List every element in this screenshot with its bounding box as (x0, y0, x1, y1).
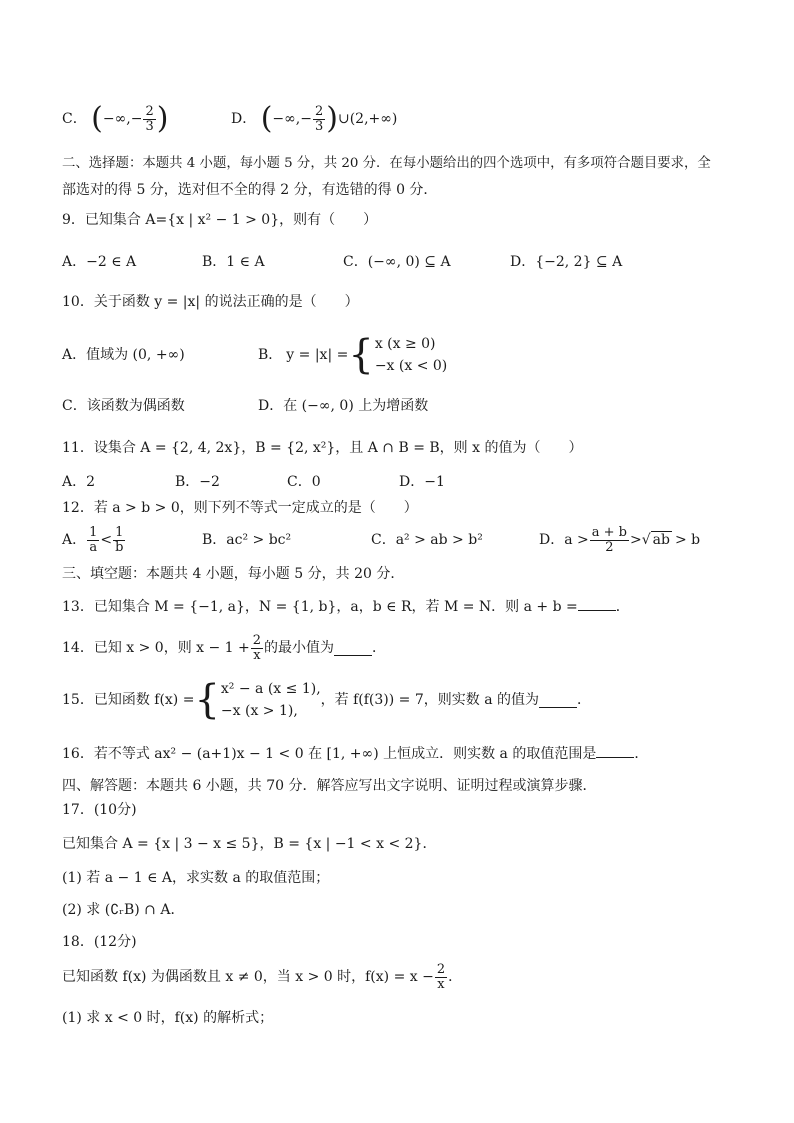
q8-option-c: C． (−∞,− $\frac{2}{3}$ ) (62, 101, 169, 136)
q17-part1: (1) 若 a − 1 ∈ A，求实数 a 的取值范围； (62, 870, 330, 886)
q17-part2: (2) 求 (∁ᵣB) ∩ A． (62, 902, 185, 918)
q11-stem: 11．设集合 A = {2, 4, 2x}，B = {2, x²}，且 A ∩ B = B，则 x 的值为（ ） (62, 440, 583, 456)
q18-part1: (1) 求 x < 0 时，f(x) 的解析式； (62, 1010, 274, 1026)
q16: 16．若不等式 ax² − (a+1)x − 1 < 0 在 [1, +∞) 上恒成立．则实数 a 的取值范围是 ． (62, 743, 648, 764)
q9-option-c: C．(−∞, 0) ⊆ A (343, 254, 451, 270)
q9-stem: 9．已知集合 A={x | x² − 1 > 0}，则有（ ） (62, 212, 378, 228)
section4-heading: 四、解答题：本题共 6 小题，共 70 分．解答应写出文字说明、证明过程或演算步骤． (62, 778, 597, 794)
q9-option-d: D．{−2, 2} ⊆ A (510, 254, 623, 270)
q13: 13．已知集合 M = {−1, a}，N = {1, b}，a，b ∈ R，若 M = N．则 a + b = ． (62, 596, 630, 617)
q14: 14．已知 x > 0，则 x − 1 + $\frac{2}{x}$ 的最小值为 ． (62, 632, 387, 663)
q15: 15．已知函数 f(x) = { x² − a (x ≤ 1), −x (x > 1), ，若 f(f(3)) = 7，则实数 a 的值为 ． (62, 677, 592, 723)
answer-blank (539, 693, 577, 708)
q10-option-b: B． y = |x| = { x (x ≥ 0) −x (x < 0) (258, 332, 448, 378)
section3-heading: 三、填空题：本题共 4 小题，每小题 5 分，共 20 分． (62, 566, 405, 582)
q17-heading: 17．(10分) (62, 802, 137, 818)
answer-blank (578, 596, 616, 611)
section2-line1: 二、选择题：本题共 4 小题，每小题 5 分，共 20 分．在每小题给出的四个选项中，有多项符合题目要求，全 (62, 156, 711, 171)
q11-option-a: A．2 (62, 474, 96, 490)
q11-option-d: D．−1 (399, 474, 445, 490)
answer-blank (334, 641, 372, 656)
section2-line2: 部选对的得 5 分，选对但不全的得 2 分，有选错的得 0 分． (62, 182, 438, 198)
q12-option-b: B．ac² > bc² (202, 532, 292, 548)
q17-stem: 已知集合 A = {x | 3 − x ≤ 5}，B = {x | −1 < x < 2}． (62, 836, 437, 852)
q18-heading: 18．(12分) (62, 934, 137, 950)
q10-stem: 10．关于函数 y = |x| 的说法正确的是（ ） (62, 294, 359, 310)
q12-stem: 12．若 a > b > 0，则下列不等式一定成立的是（ ） (62, 500, 418, 516)
q9-option-a: A．−2 ∈ A (62, 254, 137, 270)
q10-option-a: A．值域为 (0, +∞) (62, 347, 185, 363)
q12-option-d: D．a > $\frac{a + b}{2}$ > √ ab > b (539, 524, 701, 555)
q9-option-b: B．1 ∈ A (202, 254, 265, 270)
q11-option-b: B．−2 (175, 474, 220, 490)
q18-stem: 已知函数 f(x) 为偶函数且 x ≠ 0，当 x > 0 时，f(x) = x − $\frac{2}{x}$ ． (62, 961, 463, 992)
q8-option-d: D． (−∞,− $\frac{2}{3}$ )∪(2,+∞) (231, 101, 398, 136)
answer-blank (596, 743, 634, 758)
q10-option-d: D．在 (−∞, 0) 上为增函数 (258, 398, 429, 414)
q11-option-c: C．0 (287, 474, 321, 490)
q10-option-c: C．该函数为偶函数 (62, 398, 185, 414)
q12-option-c: C．a² > ab > b² (371, 532, 483, 548)
q12-option-a: A． $\frac{1}{a}$ < $\frac{1}{b}$ (62, 524, 124, 555)
